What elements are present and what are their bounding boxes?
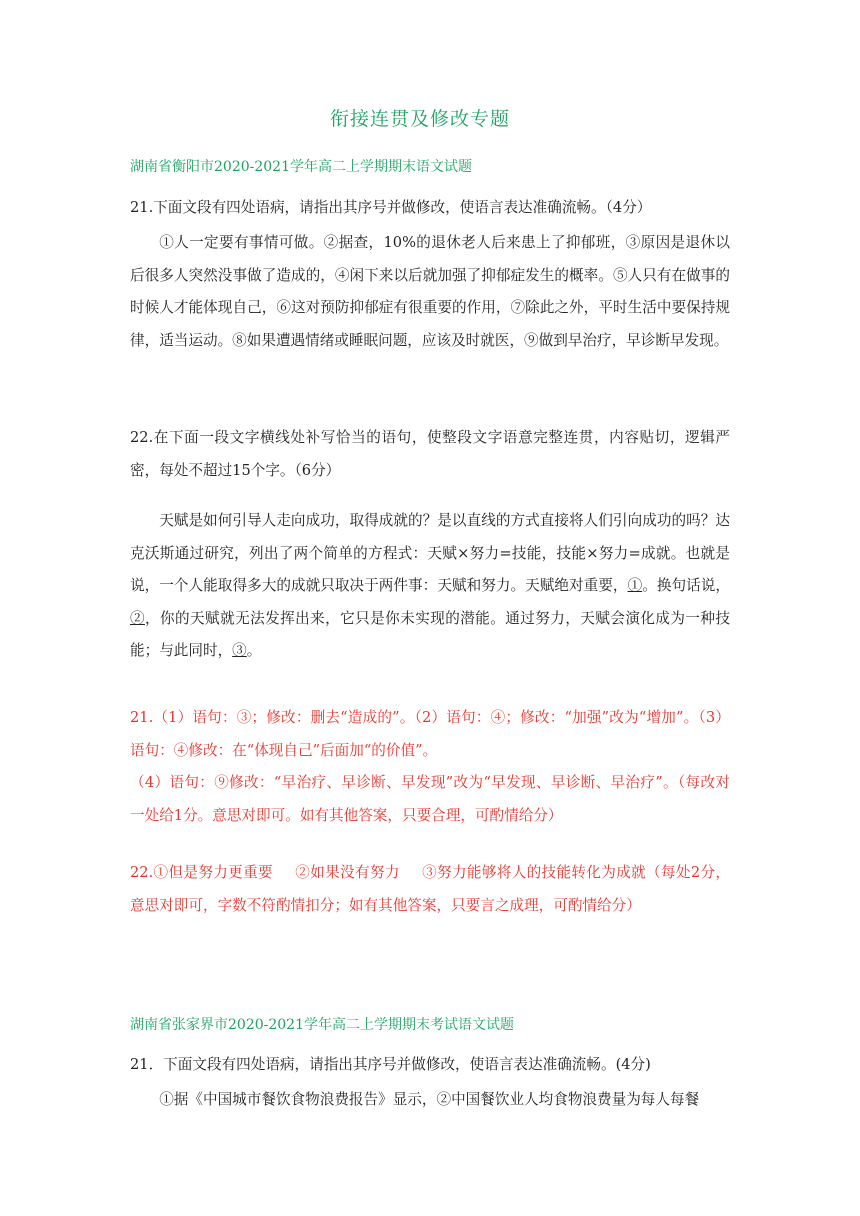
answer-21-line2: （4）语句：⑨修改：“早治疗、早诊断、早发现”改为“早发现、早诊断、早治疗”。（每改对一处给1分。意思对即可。如有其他答案，只要合理，可酌情给分） bbox=[130, 774, 730, 824]
blank-2: ② bbox=[130, 609, 146, 627]
passage-text-2: 。换句话说， bbox=[642, 577, 730, 594]
passage-text-1: 天赋是如何引导人走向成功，取得成就的？是以直线的方式直接将人们引向成功的吗？达克沃斯通过研究，列出了两个简单的方程式：天赋×努力=技能，技能×努力=成就。也就是说，一个人能取得多大的成就只取决于两件事：天赋和努力。天赋绝对重要， bbox=[130, 512, 730, 594]
answer-21-line1: 21.（1）语句：③；修改：删去“造成的”。（2）语句：④；修改：“加强”改为“增加”。（3）语句：④修改：在“体现自己”后面加“的价值”。 bbox=[130, 709, 730, 759]
source-heading-zhangjiajie: 湖南省张家界市2020-2021学年高二上学期期末考试语文试题 bbox=[130, 1017, 514, 1033]
question-21b-passage: ①据《中国城市餐饮食物浪费报告》显示，②中国餐饮业人均食物浪费量为每人每餐 bbox=[159, 1091, 700, 1108]
answer-22-part1: 22.①但是努力更重要 bbox=[130, 864, 273, 881]
question-21-stem: 21.下面文段有四处语病，请指出其序号并做修改，使语言表达准确流畅。（4分） bbox=[130, 199, 652, 216]
document-title: 衔接连贯及修改专题 bbox=[329, 108, 510, 130]
question-22-stem: 22.在下面一段文字横线处补写恰当的语句，使整段文字语意完整连贯，内容贴切，逻辑严密，每处不超过15个字。（6分） bbox=[130, 429, 730, 479]
blank-1: ① bbox=[627, 577, 643, 594]
passage-text-3: ，你的天赋就无法发挥出来，它只是你未实现的潜能。通过努力，天赋会演化成为一种技能；与此同时， bbox=[130, 609, 730, 659]
question-21-passage: ①人一定要有事情可做。②据查，10%的退休老人后来患上了抑郁班，③原因是退休以后很多人突然没事做了造成的，④闲下来以后就加强了抑郁症发生的概率。⑤人只有在做事的时候人才能体现自己，⑥这对预防抑郁症有很重要的作用，⑦除此之外，平时生活中要保持规律，适当运动。⑧如果遭遇情绪或睡眠问题，应该及时就医，⑨做到早治疗，早诊断早发现。 bbox=[130, 234, 730, 349]
question-21b-stem: 21．下面文段有四处语病，请指出其序号并做修改，使语言表达准确流畅。(4分) bbox=[130, 1056, 651, 1073]
answer-22 bbox=[130, 857, 730, 922]
answer-22-part2: ②如果没有努力 bbox=[294, 864, 400, 881]
source-heading-hengyang: 湖南省衡阳市2020-2021学年高二上学期期末语文试题 bbox=[130, 159, 472, 175]
passage-text-4: 。 bbox=[246, 642, 262, 659]
answer-22-part3: ③努力能够将人的技能转化为成就（每处2分，意思对即可，字数不符酌情扣分；如有其他答案，只要言之成理，可酌情给分） bbox=[130, 864, 730, 914]
question-22-passage bbox=[130, 505, 730, 668]
blank-3: ③ bbox=[232, 642, 247, 659]
